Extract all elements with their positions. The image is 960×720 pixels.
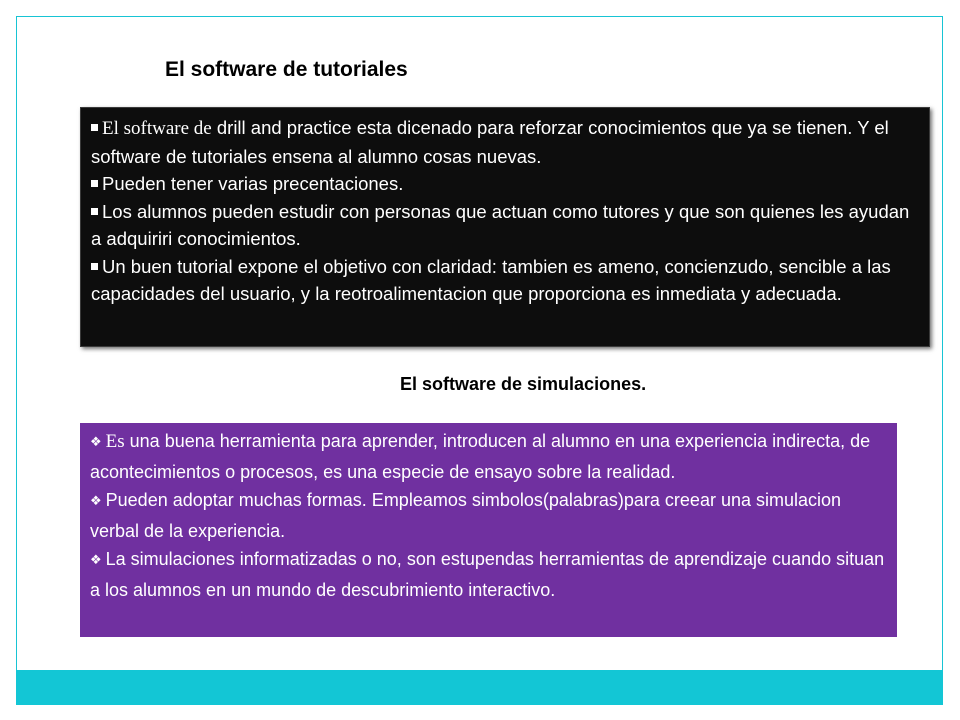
simulaciones-bullet-3 bbox=[90, 545, 887, 604]
heading-tutoriales: El software de tutoriales bbox=[165, 58, 408, 81]
tutoriales-bullet-4 bbox=[91, 253, 919, 308]
bullet-text: Pueden adoptar muchas formas. Empleamos simbolos(palabras)para creear una simulacion verbal de la experiencia. bbox=[90, 490, 842, 541]
square-bullet-icon bbox=[91, 263, 98, 270]
tutoriales-bullet-1 bbox=[91, 114, 919, 170]
simulaciones-bullet-2 bbox=[90, 486, 887, 545]
bullet-text: Pueden tener varias precentaciones. bbox=[102, 173, 404, 194]
simulaciones-bullet-1 bbox=[90, 427, 887, 486]
tutoriales-bullet-2 bbox=[91, 170, 919, 198]
tutoriales-bullet-3 bbox=[91, 198, 919, 253]
simulaciones-text-box bbox=[80, 423, 897, 637]
heading-simulaciones: El software de simulaciones. bbox=[400, 374, 647, 394]
bullet-lead: El software de bbox=[102, 118, 212, 139]
square-bullet-icon bbox=[91, 124, 98, 131]
bullet-text: La simulaciones informatizadas o no, son estupendas herramientas de aprendizaje cuando situan a los alumnos en un mundo de descubrimiento interactivo. bbox=[90, 549, 885, 600]
bullet-lead: Es bbox=[105, 431, 125, 452]
diamond-bullet-icon: ❖ bbox=[90, 435, 102, 450]
square-bullet-icon bbox=[91, 180, 98, 187]
bullet-text: drill and practice esta dicenado para reforzar conocimientos que ya se tienen. Y el software de tutoriales ensena al alumno cosas nuevas. bbox=[91, 117, 889, 167]
square-bullet-icon bbox=[91, 208, 98, 215]
tutoriales-text-box bbox=[80, 107, 930, 347]
footer-accent-bar bbox=[16, 670, 943, 705]
bullet-text: Los alumnos pueden estudir con personas que actuan como tutores y que son quienes les ayudan a adquiriri conocimientos. bbox=[91, 200, 910, 249]
bullet-text: Un buen tutorial expone el objetivo con claridad: tambien es ameno, concienzudo, sencible a las capacidades del usuario, y la reotroalimentacion que proporciona es inmediata y adecuada. bbox=[91, 255, 891, 304]
diamond-bullet-icon: ❖ bbox=[90, 553, 102, 568]
diamond-bullet-icon: ❖ bbox=[90, 494, 102, 509]
bullet-text: una buena herramienta para aprender, introducen al alumno en una experiencia indirecta, de acontecimientos o procesos, es una especie de ensayo sobre la realidad. bbox=[90, 431, 871, 482]
